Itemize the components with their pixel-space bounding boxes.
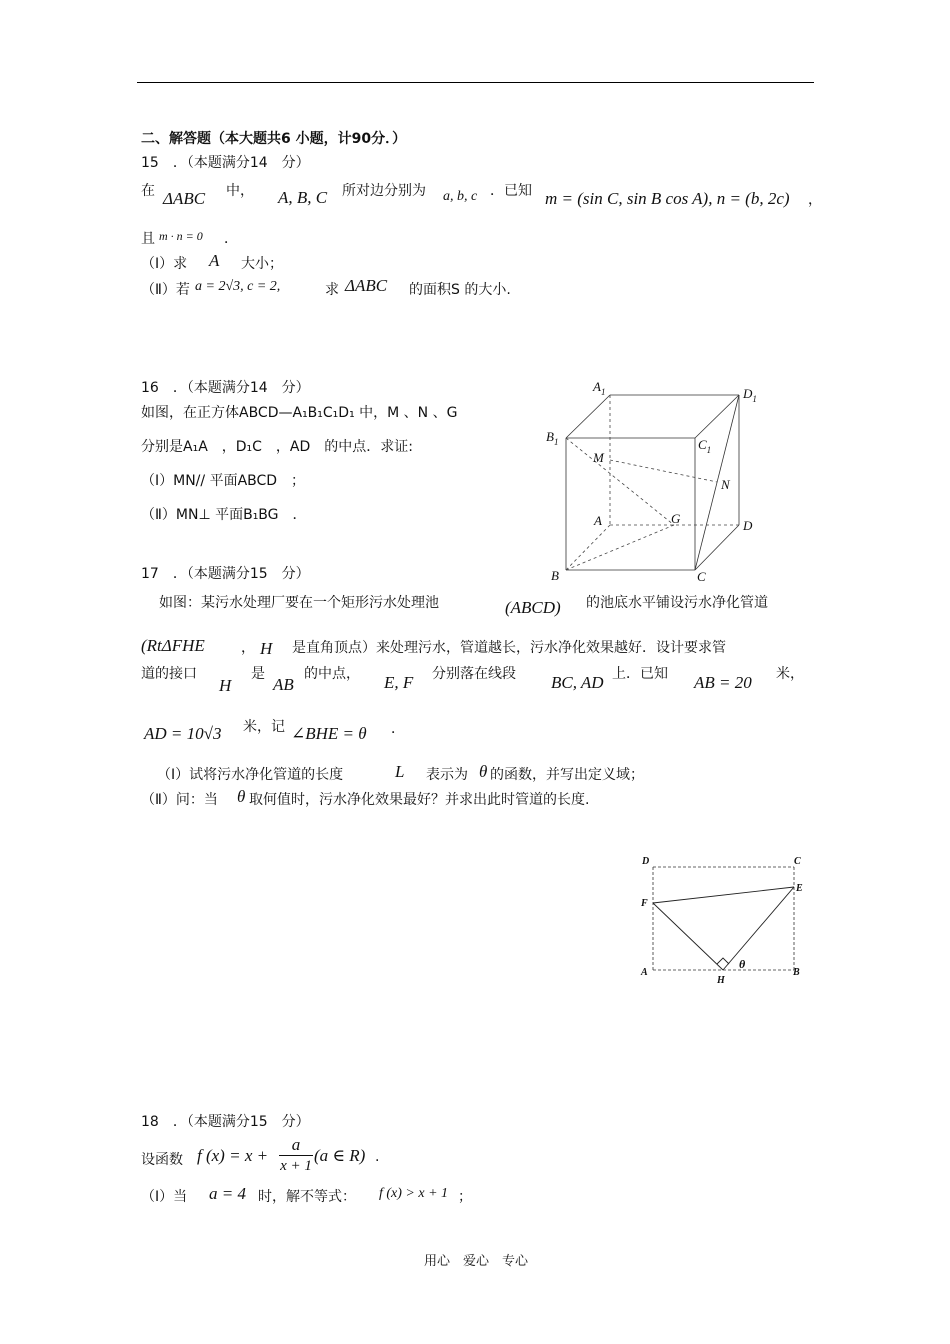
q17-text: 的中点， [304, 666, 360, 682]
q18-text: . [375, 1149, 380, 1165]
pipe-fh [653, 903, 723, 970]
label-b: B [793, 967, 800, 978]
section-title: 二、解答题（本大题共6 小题，计90分．） [141, 131, 407, 147]
q15-part2: 求 [325, 282, 339, 298]
q18-part1: 时，解不等式： [258, 1189, 356, 1205]
q15-text: 在 [141, 183, 155, 199]
q18-domain: (a ∈ R) [314, 1146, 366, 1165]
q15-part1: 大小； [241, 256, 283, 272]
q15-triangle: ΔABC [345, 276, 388, 295]
q15-dot-product: m · n = 0 [159, 229, 203, 243]
label-d1: $D_1$ [743, 386, 757, 404]
q15-angles: A, B, C [278, 188, 328, 207]
label-m: M [593, 450, 604, 465]
q17-text: 分别落在线段 [432, 666, 516, 682]
q17-ab-length: AB = 20 [694, 673, 752, 692]
hidden-segment-b1g [566, 438, 674, 525]
edge-cd [695, 525, 739, 570]
label-c: C [697, 569, 706, 584]
label-g: G [671, 511, 681, 526]
q15-text: ， [808, 192, 822, 208]
q18-part1: ； [458, 1189, 472, 1205]
q18-numerator: a [291, 1135, 301, 1154]
right-angle-mark [717, 958, 729, 964]
q17-part1: 表示为 [426, 767, 468, 783]
q16-part2: （Ⅱ）MN⊥ 平面B₁BG ． [141, 507, 307, 523]
label-d: D [642, 856, 650, 867]
label-a: A [641, 967, 648, 978]
pipe-he [723, 887, 794, 970]
q15-part2: （Ⅱ）若 [141, 282, 190, 298]
q17-part2: （Ⅱ）问：当 [141, 792, 218, 808]
q18-fraction [279, 1136, 313, 1175]
hidden-segment-mn [610, 460, 717, 482]
q17-text: ， [241, 640, 255, 656]
q15-heading: 15 ．（本题满分14 分） [141, 155, 310, 171]
q17-text: 上．已知 [612, 666, 668, 682]
label-b: B [551, 568, 559, 583]
q15-text: 中， [226, 183, 254, 199]
label-c: C [794, 856, 801, 867]
q15-text: ． [224, 231, 238, 247]
q17-heading: 17 ．（本题满分15 分） [141, 566, 310, 582]
q17-points-ef: E, F [384, 673, 414, 692]
pipe-fe [653, 887, 794, 903]
q15-part1: （Ⅰ）求 [141, 256, 188, 272]
label-c1: $C_1$ [698, 437, 712, 455]
q17-text: 米，记 [243, 719, 285, 735]
header-rule [137, 82, 814, 83]
q17-segments: BC, AD [551, 673, 604, 692]
q17-vertex-h: H [219, 676, 232, 695]
hidden-edge-ba [566, 525, 610, 570]
hidden-segment-bg [566, 525, 674, 570]
label-e: E [796, 883, 803, 894]
q18-condition: a = 4 [209, 1184, 246, 1203]
q17-vertex-h: H [260, 639, 273, 658]
q17-text: 是 [251, 666, 265, 682]
q18-inequality: f (x) > x + 1 [379, 1186, 449, 1201]
q18-text: 设函数 [141, 1152, 183, 1168]
label-a1: $A_1$ [593, 379, 606, 397]
label-n: N [721, 477, 730, 492]
q15-text: 所对边分别为 [342, 183, 426, 199]
q18-fraction-bar [279, 1155, 313, 1156]
q17-pool: (ABCD) [505, 598, 561, 617]
q17-theta: θ [479, 762, 488, 781]
q15-var-a: A [209, 251, 220, 270]
q17-angle: ∠BHE = θ [291, 724, 367, 743]
edge-d1c [695, 395, 739, 570]
label-b1: $B_1$ [546, 429, 559, 447]
q17-text: 的池底水平铺设污水净化管道 [586, 595, 768, 611]
label-a: A [594, 513, 602, 528]
q15-triangle: ΔABC [163, 189, 206, 208]
q18-denominator: x + 1 [280, 1158, 312, 1174]
q17-theta: θ [237, 787, 246, 806]
q17-text: 如图：某污水处理厂要在一个矩形污水处理池 [159, 595, 439, 611]
q16-heading: 16 ．（本题满分14 分） [141, 380, 310, 396]
pool-figure [635, 850, 815, 990]
q15-text: 且 [141, 231, 155, 247]
q18-part1: （Ⅰ）当 [141, 1189, 188, 1205]
q16-part1: （Ⅰ）MN// 平面ABCD ； [141, 473, 306, 489]
edge-b1a1 [566, 395, 610, 438]
q17-ad-length: AD = 10√3 [144, 724, 222, 743]
q17-segment-ab: AB [273, 675, 294, 694]
q17-part2: 取何值时，污水净化效果最好？并求出此时管道的长度. [249, 792, 590, 808]
q17-triangle: (RtΔFHE [141, 636, 205, 655]
q15-condition: a = 2√3, c = 2, [195, 279, 281, 294]
label-f: F [641, 898, 648, 909]
q17-text: 是直角顶点）来处理污水，管道越长，污水净化效果越好．设计要求管 [292, 640, 726, 656]
label-d: D [743, 518, 753, 533]
q16-text: 如图，在正方体ABCD—A₁B₁C₁D₁ 中，M 、N 、G [141, 405, 458, 421]
label-h: H [717, 975, 725, 986]
q17-part1: （Ⅰ）试将污水净化管道的长度 [157, 767, 344, 783]
q15-text: ．已知 [490, 183, 532, 199]
edge-c1d1 [695, 395, 739, 438]
q17-var-l: L [395, 762, 405, 781]
q15-vectors: m = (sin C, sin B cos A), n = (b, 2c) [545, 189, 790, 208]
q17-text: 道的接口 [141, 666, 197, 682]
label-theta: θ [739, 957, 746, 971]
q18-function: f (x) = x + [197, 1146, 269, 1165]
page-footer: 用心 爱心 专心 [424, 1254, 529, 1269]
q17-part1: 的函数，并写出定义域； [490, 767, 644, 783]
q17-text: 米， [776, 666, 804, 682]
q16-text: 分别是A₁A ，D₁C ，AD 的中点．求证: [141, 439, 414, 455]
q17-text: ． [391, 721, 405, 737]
cube-figure [540, 375, 780, 585]
q15-sides: a, b, c [443, 189, 478, 204]
q15-part2: 的面积S 的大小. [409, 282, 511, 298]
q18-heading: 18 ．（本题满分15 分） [141, 1114, 310, 1130]
